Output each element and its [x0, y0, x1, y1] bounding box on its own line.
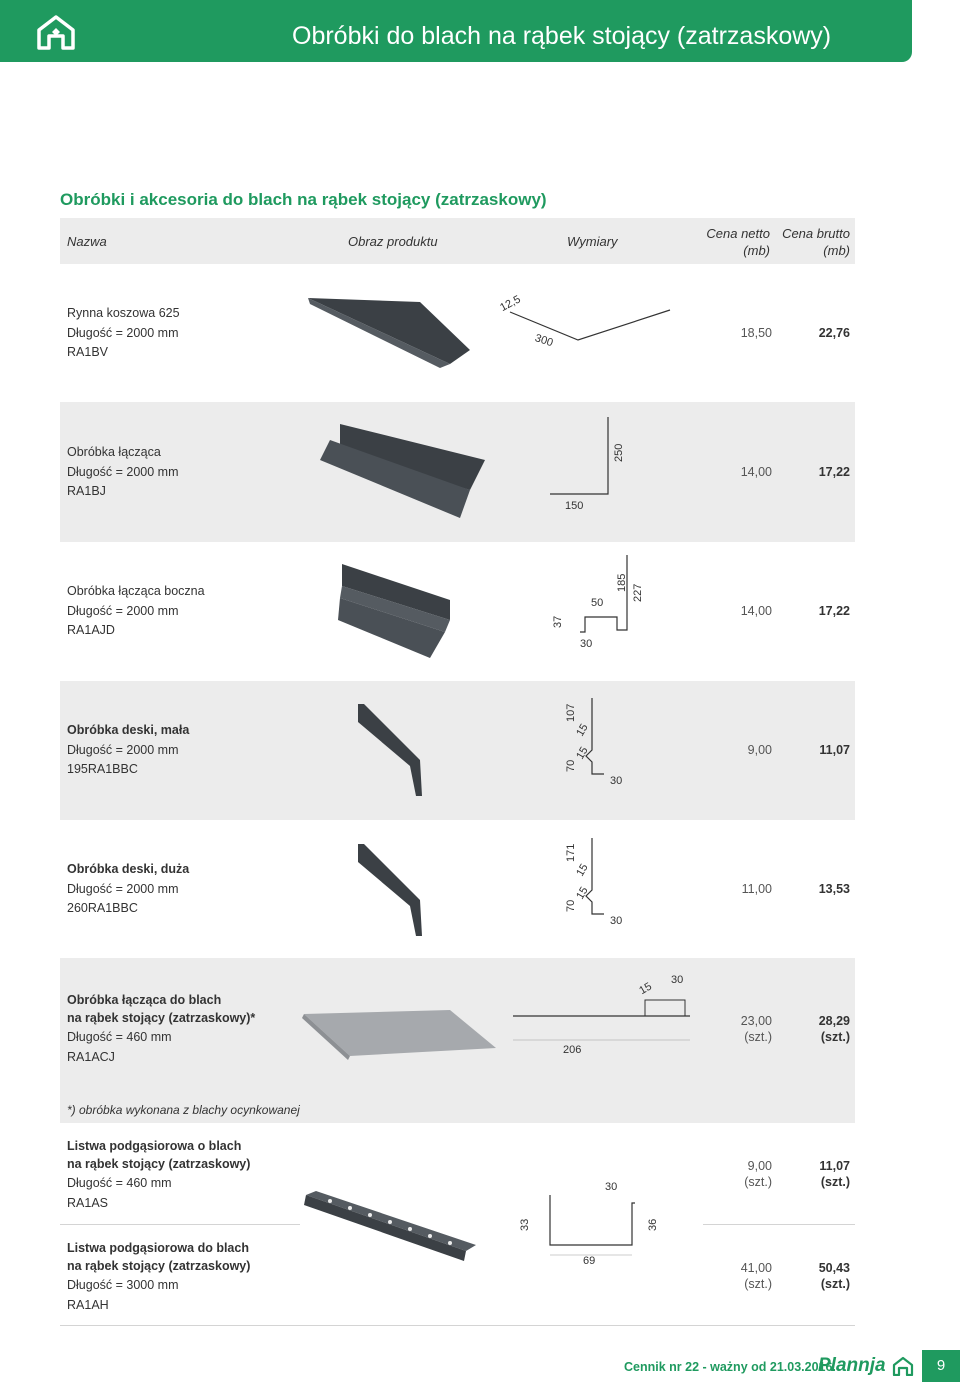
product-image-joining-strip — [300, 1000, 500, 1070]
svg-text:15: 15 — [574, 744, 591, 762]
svg-text:15: 15 — [574, 884, 591, 902]
svg-text:70: 70 — [565, 759, 577, 772]
svg-text:250: 250 — [613, 443, 625, 462]
svg-text:70: 70 — [565, 899, 577, 912]
header-bar — [0, 0, 912, 62]
svg-text:171: 171 — [565, 843, 577, 862]
svg-text:30: 30 — [580, 638, 593, 650]
gross-price: 11,07 (szt.) — [819, 1159, 850, 1189]
product-image-ridge-strip — [300, 1185, 480, 1265]
product-image-side-flashing — [330, 560, 480, 660]
dimension-drawing — [540, 412, 640, 522]
column-header-dims: Wymiary — [567, 234, 618, 249]
dimension-drawing — [505, 970, 705, 1060]
net-price: 9,00 — [747, 743, 772, 757]
dimension-drawing — [490, 290, 690, 360]
net-price: 14,00 — [740, 604, 772, 618]
gross-price: 17,22 — [818, 465, 850, 479]
svg-text:37: 37 — [552, 615, 564, 628]
product-name-cell: Obróbka łącząca Długość = 2000 mm RA1BJ — [67, 445, 179, 498]
gross-price: 17,22 — [818, 604, 850, 618]
section-title: Obróbki i akcesoria do blach na rąbek stojący (zatrzaskowy) — [60, 190, 547, 209]
net-price: 41,00 (szt.) — [740, 1261, 772, 1291]
net-price: 23,00 (szt.) — [740, 1014, 772, 1044]
svg-text:300: 300 — [533, 332, 555, 350]
gross-price: 22,76 — [818, 326, 850, 340]
svg-text:15: 15 — [574, 861, 591, 879]
dimension-drawing — [510, 1175, 670, 1280]
column-header-name: Nazwa — [67, 234, 107, 249]
column-header-net: Cena netto (mb) — [706, 226, 770, 258]
net-price: 11,00 — [741, 882, 772, 896]
product-name-cell: Obróbka deski, mała Długość = 2000 mm 195RA1BBC — [67, 723, 190, 776]
row-divider — [60, 1224, 300, 1225]
column-header-image: Obraz produktu — [348, 234, 438, 249]
brand-logo: Plannja — [818, 1355, 886, 1376]
product-name-cell: Listwa podgąsiorowa o blach na rąbek stojący (zatrzaskowy) Długość = 460 mm RA1AS — [67, 1139, 251, 1210]
gross-price: 11,07 — [819, 743, 850, 757]
gross-price: 50,43 (szt.) — [818, 1261, 850, 1291]
footnote: *) obróbka wykonana z blachy ocynkowanej — [67, 1103, 300, 1117]
product-image-gutter — [300, 292, 480, 372]
page-number: 9 — [922, 1350, 960, 1382]
product-name-cell: Listwa podgąsiorowa do blach na rąbek stojący (zatrzaskowy) Długość = 3000 mm RA1AH — [67, 1241, 251, 1312]
footer-validity: Cennik nr 22 - ważny od 21.03.2016. — [624, 1360, 836, 1374]
column-header-gross: Cena brutto (mb) — [782, 226, 850, 258]
svg-text:206: 206 — [563, 1044, 582, 1056]
svg-text:12,5: 12,5 — [498, 293, 523, 315]
net-price: 9,00 (szt.) — [744, 1159, 772, 1189]
dimension-drawing — [560, 832, 650, 932]
svg-text:36: 36 — [647, 1218, 659, 1231]
house-logo-icon — [36, 14, 76, 50]
svg-text:15: 15 — [574, 721, 591, 739]
page-title: Obróbki do blach na rąbek stojący (zatrzaskowy) — [292, 22, 832, 50]
svg-text:227: 227 — [632, 583, 644, 602]
row-divider — [703, 1224, 855, 1225]
net-price: 14,00 — [740, 465, 772, 479]
gross-price: 13,53 — [818, 882, 850, 896]
product-image-flashing — [300, 420, 490, 520]
product-name-cell: Rynna koszowa 625 Długość = 2000 mm RA1BV — [67, 306, 180, 359]
svg-text:30: 30 — [610, 915, 623, 927]
net-price: 18,50 — [740, 326, 772, 340]
product-name-cell: Obróbka łącząca do blach na rąbek stojący (zatrzaskowy)* Długość = 460 mm RA1ACJ — [67, 993, 256, 1064]
svg-text:30: 30 — [610, 775, 623, 787]
table-header — [60, 218, 855, 264]
product-image-board-flashing-small — [350, 700, 440, 800]
gross-price: 28,29 (szt.) — [818, 1014, 850, 1044]
svg-text:50: 50 — [591, 597, 604, 609]
svg-text:150: 150 — [565, 500, 584, 512]
svg-text:185: 185 — [616, 573, 628, 592]
product-name-cell: Obróbka deski, duża Długość = 2000 mm 260RA1BBC — [67, 862, 190, 915]
brand-house-icon — [892, 1356, 914, 1376]
product-name-cell: Obróbka łącząca boczna Długość = 2000 mm RA1AJD — [67, 584, 205, 637]
dimension-drawing — [560, 692, 650, 792]
svg-text:30: 30 — [605, 1181, 618, 1193]
svg-text:33: 33 — [519, 1218, 531, 1231]
dimension-drawing — [545, 552, 655, 652]
product-image-board-flashing-large — [350, 840, 440, 940]
svg-text:15: 15 — [637, 980, 654, 998]
svg-text:69: 69 — [583, 1255, 596, 1267]
svg-text:30: 30 — [671, 974, 684, 986]
table-bottom-rule — [60, 1325, 855, 1326]
svg-text:107: 107 — [565, 703, 577, 722]
